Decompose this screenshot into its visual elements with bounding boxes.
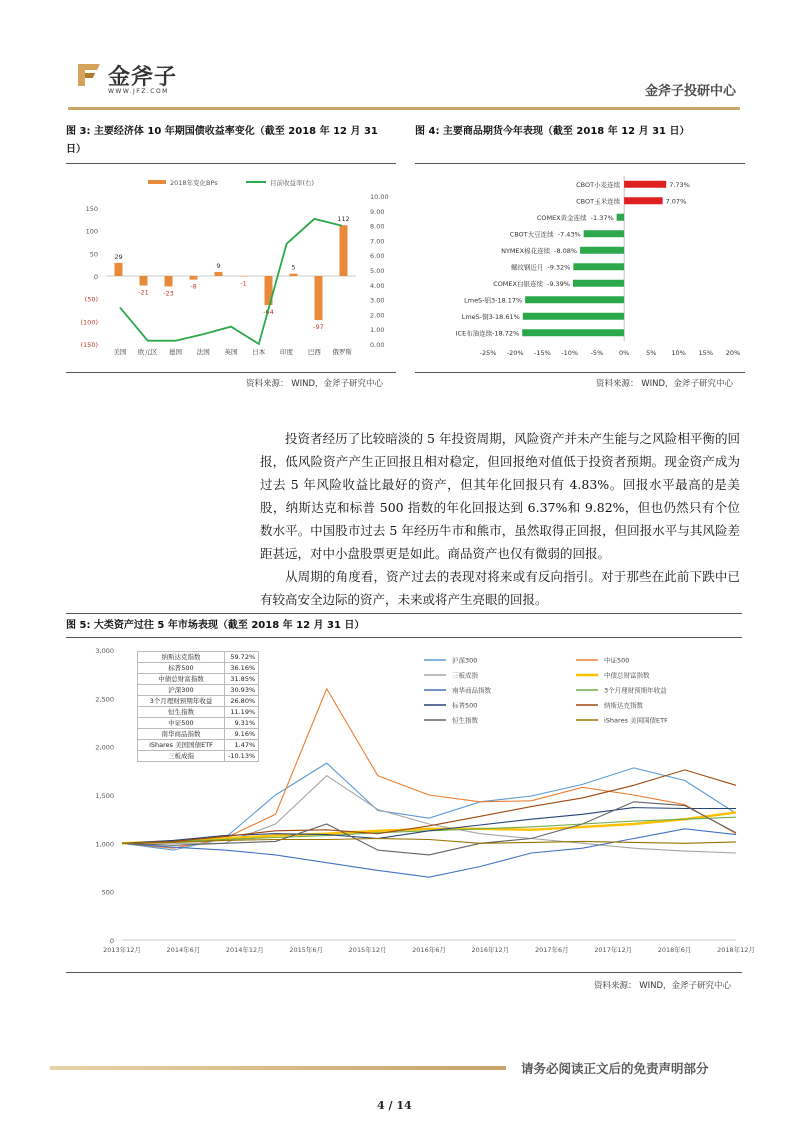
legend-label: 中证500 bbox=[604, 656, 630, 665]
x-axis-tick: 2014年6月 bbox=[166, 946, 201, 954]
right-axis-tick: 6.00 bbox=[370, 252, 385, 261]
y-axis-tick: 0 bbox=[109, 937, 114, 945]
commodity-bar bbox=[573, 263, 624, 270]
bar-data-label: 9 bbox=[216, 261, 221, 270]
bar-data-label: 112 bbox=[337, 215, 350, 224]
left-axis-tick: (50) bbox=[84, 295, 98, 304]
figure5-source: 资料来源： WIND，金斧子研究中心 bbox=[594, 981, 732, 991]
performance-value: 9.31% bbox=[225, 718, 259, 729]
category-label: 俄罗斯 bbox=[332, 348, 352, 356]
bar-data-label: 29 bbox=[114, 252, 123, 261]
commodity-name: CBOT玉米连续 bbox=[576, 197, 621, 206]
left-axis-tick: 50 bbox=[89, 250, 98, 259]
performance-row bbox=[138, 707, 259, 718]
left-axis-tick: (100) bbox=[80, 318, 98, 327]
bar-change-bps bbox=[315, 276, 323, 320]
paragraph-1: 投资者经历了比较暗淡的 5 年投资周期，风险资产并未产生能与之风险相平衡的回报，低风险资产产生正回报且相对稳定，但回报绝对值低于投资者预期。现金资产成为过去 5 年风险收益比最好的资产，但其年化回报只有 4.83%。回报水平最高的是美股，纳斯达克和标普 500 指数的年化回报达到 6.37%和 9.82%，但也仍然只有个位数水平。中国股市过去 5 年经历牛市和熊市，虽然取得正回报，但回报水平与其风险差距甚远，对中小盘股票更是如此。商品资产也仅有微弱的回报。 bbox=[260, 431, 740, 561]
legend-label: 纳斯达克指数 bbox=[604, 701, 643, 710]
category-label: 法国 bbox=[196, 348, 210, 356]
x-axis-tick: -15% bbox=[534, 349, 551, 357]
x-axis-tick: 0% bbox=[618, 349, 630, 357]
right-axis-tick: 9.00 bbox=[370, 207, 385, 216]
figure5-top-rule bbox=[66, 613, 742, 614]
x-axis-tick: 2014年12月 bbox=[225, 946, 264, 954]
x-axis-tick: 2016年6月 bbox=[412, 946, 446, 954]
x-axis-tick: 2018年6月 bbox=[657, 946, 692, 954]
bar-change-bps bbox=[290, 274, 298, 276]
commodity-value-label: -9.39% bbox=[546, 279, 570, 288]
left-axis-tick: 0 bbox=[93, 273, 98, 281]
commodity-bar bbox=[624, 197, 662, 204]
performance-asset: 3个月理财预期年收益 bbox=[138, 696, 225, 707]
commodity-value-label: -18.72% bbox=[492, 329, 520, 338]
bar-change-bps bbox=[115, 263, 123, 276]
right-axis-tick: 1.00 bbox=[370, 326, 385, 335]
performance-value: 30.93% bbox=[225, 685, 259, 696]
performance-asset: 中证500 bbox=[138, 718, 225, 729]
legend-bar-swatch bbox=[148, 180, 166, 184]
legend-label: 中债总财富指数 bbox=[604, 671, 650, 680]
yield-line bbox=[120, 219, 342, 344]
series-line bbox=[122, 776, 736, 853]
performance-value: 1.47% bbox=[225, 740, 259, 751]
footer-rule bbox=[50, 1066, 506, 1070]
performance-row bbox=[138, 685, 259, 696]
commodity-value-label: -9.32% bbox=[547, 263, 571, 272]
legend-label: 标普500 bbox=[452, 701, 478, 710]
x-axis-tick: -25% bbox=[479, 349, 497, 357]
commodity-name: LmeS-铝3 bbox=[464, 296, 496, 305]
jfz-logo-icon bbox=[76, 62, 102, 88]
y-axis-tick: 1,000 bbox=[95, 840, 114, 849]
x-axis-tick: -20% bbox=[506, 349, 524, 357]
y-axis-tick: 2,000 bbox=[95, 743, 114, 752]
performance-table bbox=[137, 651, 259, 762]
performance-value: 31.85% bbox=[225, 674, 259, 685]
figure3-chart bbox=[66, 166, 396, 372]
x-axis-tick: 2013年12月 bbox=[103, 946, 141, 954]
x-axis-tick: -10% bbox=[561, 349, 579, 357]
x-axis-tick: 2017年12月 bbox=[594, 946, 633, 954]
x-axis-tick: 2018年12月 bbox=[717, 946, 755, 954]
performance-row bbox=[138, 696, 259, 707]
left-axis-tick: (150) bbox=[80, 341, 98, 349]
figure4-title: 图 4: 主要商品期货今年表现（截至 2018 年 12 月 31 日） bbox=[415, 126, 690, 137]
right-axis-tick: 4.00 bbox=[370, 281, 385, 290]
legend-label: 恒生指数 bbox=[452, 716, 478, 725]
x-axis-tick: 2017年6月 bbox=[534, 946, 569, 954]
legend-label: 三板成指 bbox=[452, 671, 478, 680]
performance-asset: 纳斯达克指数 bbox=[138, 652, 225, 663]
category-label: 德国 bbox=[168, 348, 182, 356]
commodity-name: COMEX白银连续 bbox=[493, 279, 543, 288]
bar-data-label: -8 bbox=[190, 282, 197, 291]
category-label: 巴西 bbox=[307, 348, 321, 356]
legend-label: 南华商品指数 bbox=[452, 686, 491, 695]
legend-bar-label: 2018年变化BPs bbox=[170, 179, 218, 187]
footer-disclaimer: 请务必阅读正文后的免责声明部分 bbox=[521, 1061, 709, 1076]
y-axis-tick: 2,500 bbox=[95, 695, 114, 704]
x-axis-tick: 2015年6月 bbox=[289, 946, 324, 954]
bar-change-bps bbox=[165, 276, 173, 286]
figure3-source: 资料来源： WIND，金斧子研究中心 bbox=[246, 379, 384, 389]
figure5-title-rule bbox=[66, 637, 742, 638]
performance-asset: iShares 美国国债ETF bbox=[138, 740, 225, 751]
figure4-chart bbox=[415, 166, 745, 372]
bar-change-bps bbox=[215, 272, 223, 276]
category-label: 欧元区 bbox=[137, 348, 158, 356]
performance-asset: 南华商品指数 bbox=[138, 729, 225, 740]
performance-row bbox=[138, 751, 259, 762]
right-axis-tick: 3.00 bbox=[370, 296, 385, 305]
performance-value: 9.16% bbox=[225, 729, 259, 740]
bar-data-label: -97 bbox=[313, 322, 324, 331]
series-line bbox=[122, 812, 736, 843]
commodity-name: LmeS-铜3 bbox=[461, 312, 493, 321]
performance-value: 59.72% bbox=[225, 652, 259, 663]
paragraph-2: 从周期的角度看，资产过去的表现对将来或有反向指引。对于那些在此前下跌中已有较高安全边际的资产，未来或将产生亮眼的回报。 bbox=[260, 569, 740, 607]
figure4-bottom-rule bbox=[415, 372, 745, 373]
commodity-bar bbox=[617, 214, 624, 221]
commodity-bar bbox=[584, 230, 624, 237]
right-axis-tick: 0.00 bbox=[370, 341, 385, 349]
commodity-name: NYMEX棉花连续 bbox=[501, 246, 551, 255]
commodity-bar bbox=[523, 313, 624, 320]
performance-row bbox=[138, 652, 259, 663]
x-axis-tick: 15% bbox=[698, 349, 714, 357]
bar-change-bps bbox=[190, 276, 198, 280]
figure4-source: 资料来源： WIND，金斧子研究中心 bbox=[596, 379, 734, 389]
commodity-name: 螺纹钢近月 bbox=[510, 263, 544, 272]
right-axis-tick: 5.00 bbox=[370, 267, 385, 275]
right-axis-tick: 10.00 bbox=[370, 193, 389, 201]
series-line bbox=[122, 770, 736, 843]
performance-row bbox=[138, 674, 259, 685]
commodity-value-label: -8.08% bbox=[554, 246, 578, 255]
y-axis-tick: 500 bbox=[101, 888, 114, 897]
performance-asset: 恒生指数 bbox=[138, 707, 225, 718]
performance-row bbox=[138, 729, 259, 740]
commodity-bar bbox=[573, 280, 624, 287]
x-axis-tick: 10% bbox=[671, 349, 686, 357]
performance-row bbox=[138, 740, 259, 751]
commodity-name: CBOT小麦连续 bbox=[576, 180, 621, 189]
brand-name: 金斧子 bbox=[108, 65, 178, 90]
commodity-bar bbox=[525, 296, 624, 303]
bar-data-label: -1 bbox=[240, 279, 247, 288]
brand-url: WWW.JFZ.COM bbox=[108, 88, 169, 95]
bar-change-bps bbox=[340, 225, 348, 276]
body-text bbox=[260, 427, 740, 611]
commodity-value-label: -18.17% bbox=[495, 296, 523, 305]
commodity-value-label: 7.73% bbox=[669, 180, 690, 189]
x-axis-tick: 2015年12月 bbox=[348, 946, 387, 954]
legend-label: 3个月理财预期年收益 bbox=[604, 686, 667, 695]
page-number: 4 / 14 bbox=[377, 1099, 412, 1112]
commodity-bar bbox=[580, 247, 624, 254]
y-axis-tick: 3,000 bbox=[95, 647, 114, 655]
research-center-name: 金斧子投研中心 bbox=[644, 84, 736, 99]
right-axis-tick: 8.00 bbox=[370, 222, 385, 231]
commodity-name: CBOT大豆连续 bbox=[509, 230, 554, 239]
x-axis-tick: 2016年12月 bbox=[471, 946, 510, 954]
legend-line-label: 目前收益率(右) bbox=[270, 179, 315, 187]
figure4-top-rule bbox=[415, 163, 745, 164]
performance-value: 11.19% bbox=[225, 707, 259, 718]
x-axis-tick: 20% bbox=[725, 349, 741, 357]
commodity-name: COMEX黄金连续 bbox=[536, 213, 587, 222]
performance-asset: 三板成指 bbox=[138, 751, 225, 762]
bar-change-bps bbox=[140, 276, 148, 286]
figure3-title: 图 3: 主要经济体 10 年期国债收益率变化（截至 2018 年 12 月 31 日） bbox=[66, 126, 378, 155]
performance-asset: 标普500 bbox=[138, 663, 225, 674]
bar-data-label: -21 bbox=[138, 288, 149, 297]
header-rule bbox=[68, 107, 740, 110]
performance-row bbox=[138, 718, 259, 729]
performance-value: -10.13% bbox=[225, 751, 259, 762]
performance-value: 36.16% bbox=[225, 663, 259, 674]
commodity-name: ICE布油连续 bbox=[455, 329, 493, 338]
right-axis-tick: 2.00 bbox=[370, 311, 385, 320]
figure3-bottom-rule bbox=[66, 372, 396, 373]
performance-value: 26.80% bbox=[225, 696, 259, 707]
performance-asset: 中债总财富指数 bbox=[138, 674, 225, 685]
left-axis-tick: 100 bbox=[85, 227, 98, 236]
header bbox=[72, 58, 740, 108]
category-label: 日本 bbox=[252, 348, 266, 356]
legend-label: iShares 美国国债ETF bbox=[604, 716, 668, 725]
commodity-value-label: 7.07% bbox=[665, 197, 687, 206]
commodity-value-label: -7.43% bbox=[557, 230, 581, 239]
bar-data-label: -23 bbox=[163, 289, 174, 298]
category-label: 美国 bbox=[113, 348, 127, 356]
bar-data-label: -64 bbox=[263, 308, 274, 317]
figure5-title: 图 5: 大类资产过往 5 年市场表现（截至 2018 年 12 月 31 日） bbox=[66, 620, 365, 631]
commodity-value-label: -18.61% bbox=[492, 312, 520, 321]
category-label: 印度 bbox=[280, 348, 294, 356]
category-label: 英国 bbox=[224, 348, 238, 356]
performance-asset: 沪深300 bbox=[138, 685, 225, 696]
legend-label: 沪深300 bbox=[452, 656, 478, 665]
commodity-bar bbox=[522, 329, 624, 336]
figure3-top-rule bbox=[66, 163, 396, 164]
figure5-bottom-rule bbox=[66, 972, 742, 973]
y-axis-tick: 1,500 bbox=[95, 792, 114, 800]
performance-row bbox=[138, 663, 259, 674]
x-axis-tick: -5% bbox=[590, 349, 604, 357]
bar-data-label: 5 bbox=[291, 263, 296, 272]
x-axis-tick: 5% bbox=[646, 349, 657, 357]
left-axis-tick: 150 bbox=[85, 205, 98, 213]
commodity-value-label: -1.37% bbox=[590, 213, 614, 222]
right-axis-tick: 7.00 bbox=[370, 237, 385, 246]
commodity-bar bbox=[624, 181, 666, 188]
